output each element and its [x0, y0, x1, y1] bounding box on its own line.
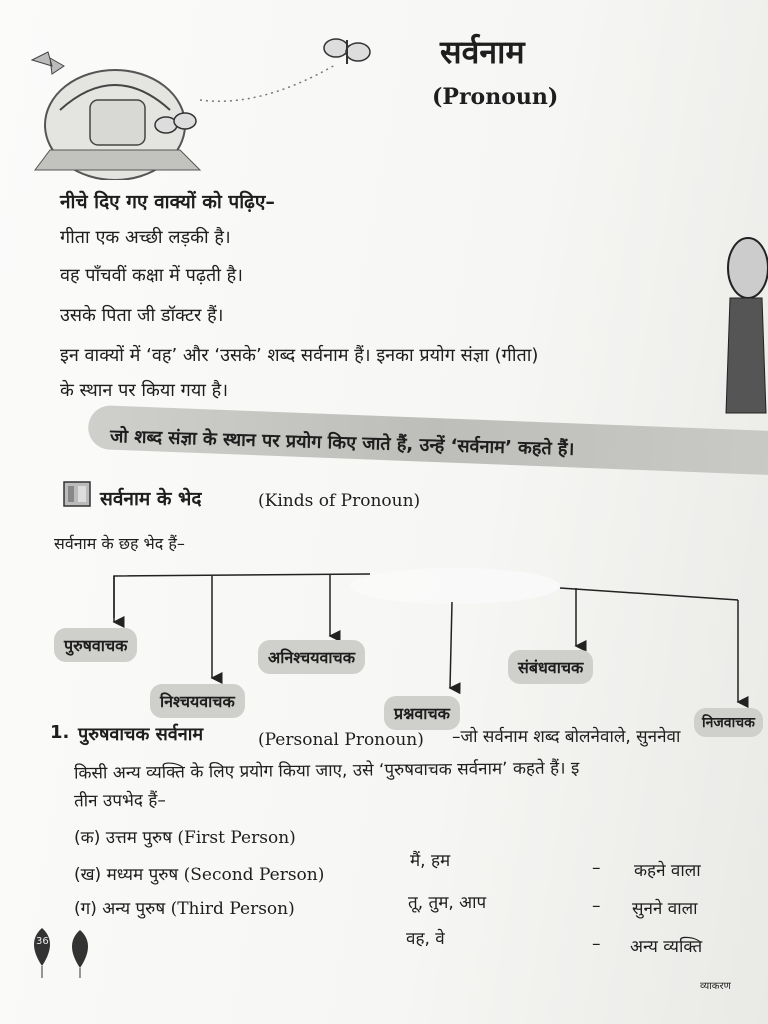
person-dash: –: [592, 934, 601, 954]
page-number: 36: [36, 936, 49, 947]
person-row: [74, 862, 324, 885]
person-marker: (ग): [74, 899, 97, 919]
kind-pill-anishchayvachak: अनिश्चयवाचक: [258, 640, 365, 674]
kind-pill-prashnavachak: प्रश्नवाचक: [384, 696, 460, 730]
person-examples: तू, तुम, आप: [408, 893, 487, 913]
section-number: 1.: [50, 722, 70, 743]
person-name-english: (First Person): [177, 828, 296, 848]
page-subtitle: (Pronoun): [432, 84, 559, 110]
person-name-english: (Third Person): [170, 899, 295, 919]
section-heading-english: (Personal Pronoun): [258, 730, 424, 750]
person-examples: वह, वे: [406, 929, 445, 949]
example-sentence: उसके पिता जी डॉक्टर हैं।: [60, 305, 224, 326]
definition-text: जो शब्द संज्ञा के स्थान पर प्रयोग किए जाते हैं, उन्हें ‘सर्वनाम’ कहते हैं।: [109, 426, 575, 460]
kind-pill-sambandhvachak: संबंधवाचक: [508, 650, 593, 684]
section-text: किसी अन्य व्यक्ति के लिए प्रयोग किया जाए, उसे ‘पुरुषवाचक सर्वनाम’ कहते हैं। इ: [73, 758, 580, 784]
person-name-english: (Second Person): [183, 865, 325, 885]
leaf-icon: [22, 920, 102, 980]
page-title: सर्वनाम: [440, 33, 525, 71]
person-marker: (क): [74, 828, 101, 848]
kinds-count-text: सर्वनाम के छह भेद हैं–: [54, 534, 185, 553]
person-dash: –: [592, 896, 601, 916]
kinds-heading-english: (Kinds of Pronoun): [258, 491, 421, 511]
example-sentence: वह पाँचवीं कक्षा में पढ़ती है।: [60, 265, 243, 286]
example-sentence: गीता एक अच्छी लड़की है।: [60, 227, 231, 248]
person-meaning: सुनने वाला: [632, 899, 698, 919]
kind-pill-nishchayvachak: निश्चयवाचक: [150, 684, 245, 718]
person-dash: –: [592, 858, 601, 878]
person-row: [74, 825, 296, 848]
person-marker: (ख): [74, 865, 102, 885]
dotted-flight-path: [200, 60, 340, 110]
butterfly-icon: [150, 105, 202, 145]
section-text: –जो सर्वनाम शब्द बोलनेवाले, सुननेवा: [452, 727, 681, 747]
person-name: मध्यम पुरुष: [106, 865, 179, 885]
kind-pill-purushvachak: पुरुषवाचक: [54, 628, 137, 662]
kind-pill-nijvachak: निजवाचक: [694, 708, 763, 737]
girl-illustration: [722, 228, 768, 418]
person-name: उत्तम पुरुष: [105, 828, 173, 848]
book-icon: [62, 478, 94, 508]
person-examples: मैं, हम: [410, 851, 451, 871]
person-meaning: कहने वाला: [634, 861, 701, 881]
person-meaning: अन्य व्यक्ति: [630, 937, 703, 957]
footer-text: व्याकरण: [700, 981, 731, 992]
explanation-text: के स्थान पर किया गया है।: [60, 380, 229, 401]
explanation-text: इन वाक्यों में ‘वह’ और ‘उसके’ शब्द सर्वनाम हैं। इनका प्रयोग संज्ञा (गीता): [60, 345, 539, 366]
kinds-heading: सर्वनाम के भेद: [100, 488, 202, 510]
section-text: तीन उपभेद हैं–: [73, 790, 166, 812]
person-row: [74, 896, 295, 919]
section-heading: पुरुषवाचक सर्वनाम: [78, 724, 204, 745]
instruction-text: नीचे दिए गए वाक्यों को पढ़िए–: [60, 191, 275, 213]
person-name: अन्य पुरुष: [102, 899, 166, 919]
